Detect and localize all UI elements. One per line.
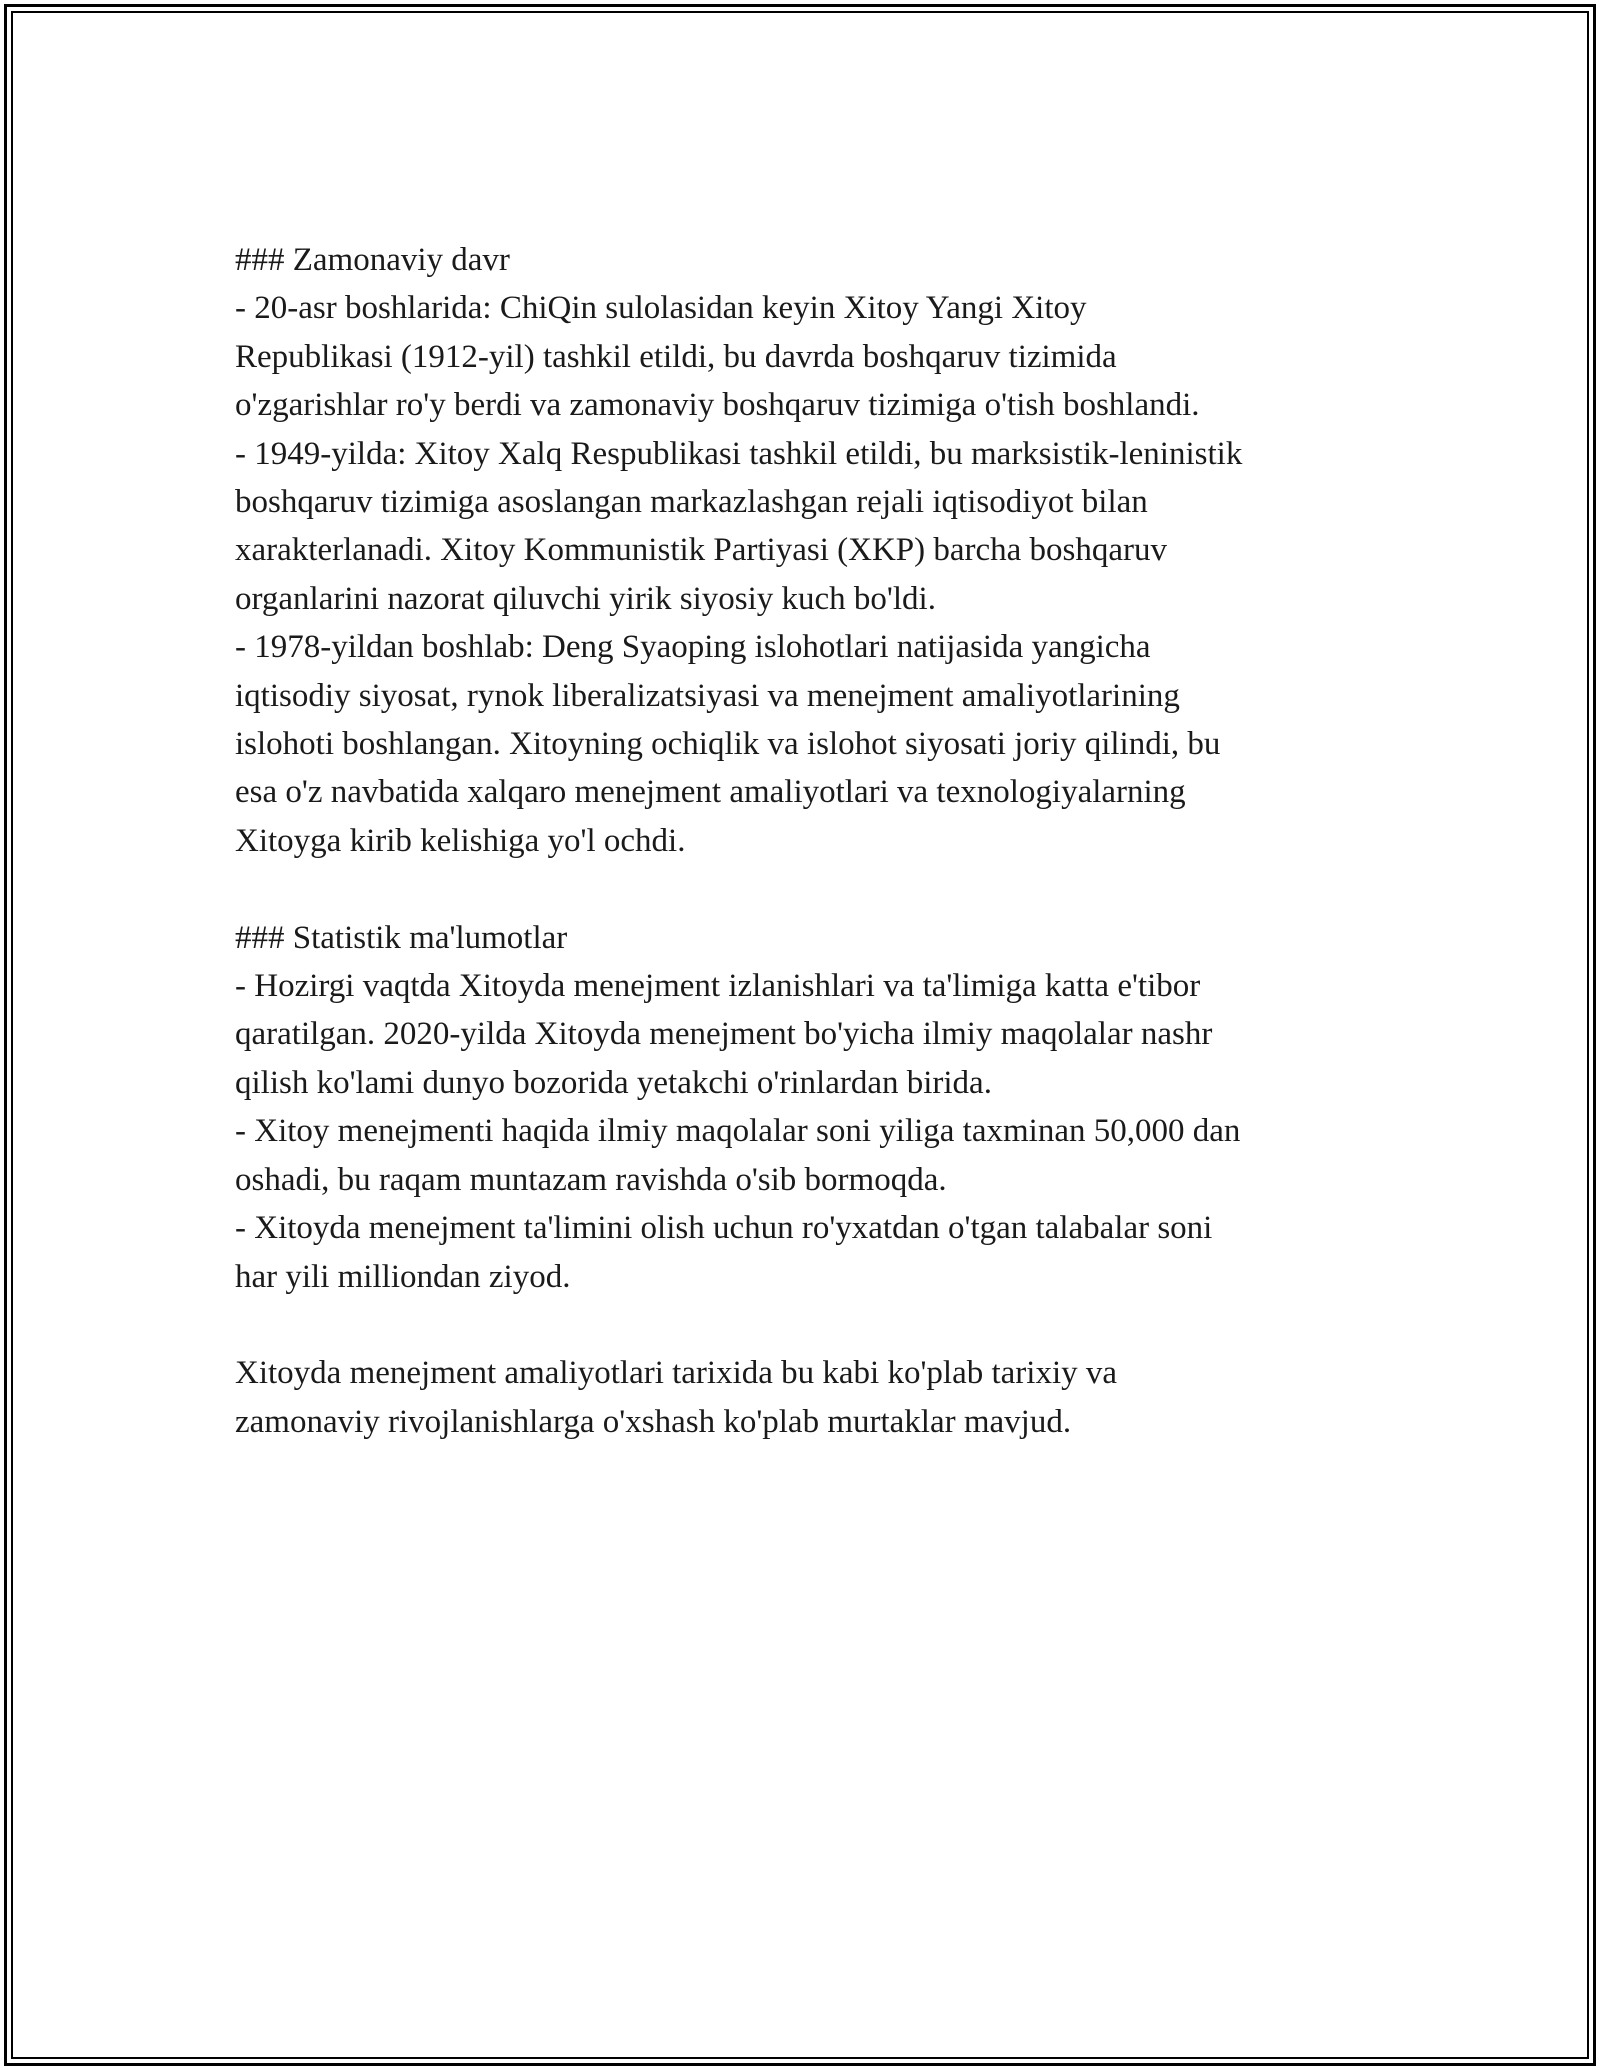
text-line: qilish ko'lami dunyo bozorida yetakchi o'rinlardan birida. xyxy=(235,1064,992,1101)
text-line: iqtisodiy siyosat, rynok liberalizatsiyasi va menejment amaliyotlarining xyxy=(235,677,1180,714)
text-line: - 20-asr boshlarida: ChiQin sulolasidan keyin Xitoy Yangi Xitoy xyxy=(235,290,1087,327)
text-line: har yili milliondan ziyod. xyxy=(235,1258,571,1295)
text-line: o'zgarishlar ro'y berdi va zamonaviy boshqaruv tizimiga o'tish boshlandi. xyxy=(235,387,1200,424)
text-line: esa o'z navbatida xalqaro menejment amaliyotlari va texnologiyalarning xyxy=(235,774,1186,811)
text-line: - Hozirgi vaqtda Xitoyda menejment izlanishlari va ta'limiga katta e'tibor xyxy=(235,968,1201,1005)
text-line: qaratilgan. 2020-yilda Xitoyda menejment bo'yicha ilmiy maqolalar nashr xyxy=(235,1016,1213,1053)
conclusion-line: zamonaviy rivojlanishlarga o'xshash ko'plab murtaklar mavjud. xyxy=(235,1403,1072,1440)
section-heading-modern-era: ### Zamonaviy davr xyxy=(235,242,510,278)
text-line: - Xitoyda menejment ta'limini olish uchun ro'yxatdan o'tgan talabalar soni xyxy=(235,1210,1213,1247)
text-line: Republikasi (1912-yil) tashkil etildi, bu davrda boshqaruv tizimida xyxy=(235,338,1117,375)
text-line: xarakterlanadi. Xitoy Kommunistik Partiyasi (XKP) barcha boshqaruv xyxy=(235,532,1168,569)
text-line: - 1978-yildan boshlab: Deng Syaoping islohotlari natijasida yangicha xyxy=(235,629,1151,666)
paragraph-spacer xyxy=(235,1301,1375,1349)
conclusion-line: Xitoyda menejment amaliyotlari tarixida bu kabi ko'plab tarixiy va xyxy=(235,1355,1118,1392)
document-body xyxy=(235,236,1375,1446)
text-line: oshadi, bu raqam muntazam ravishda o'sib bormoqda. xyxy=(235,1161,947,1198)
text-line: boshqaruv tizimiga asoslangan markazlashgan rejali iqtisodiyot bilan xyxy=(235,484,1148,521)
text-line: organlarini nazorat qiluvchi yirik siyosiy kuch bo'ldi. xyxy=(235,580,936,617)
text-line: islohoti boshlangan. Xitoyning ochiqlik va islohot siyosati joriy qilindi, bu xyxy=(235,726,1221,763)
paragraph-spacer xyxy=(235,865,1375,913)
text-line: - Xitoy menejmenti haqida ilmiy maqolalar soni yiliga taxminan 50,000 dan xyxy=(235,1113,1241,1150)
text-line: - 1949-yilda: Xitoy Xalq Respublikasi tashkil etildi, bu marksistik-leninistik xyxy=(235,435,1243,472)
section-heading-statistics: ### Statistik ma'lumotlar xyxy=(235,919,568,956)
text-line: Xitoyga kirib kelishiga yo'l ochdi. xyxy=(235,822,686,859)
